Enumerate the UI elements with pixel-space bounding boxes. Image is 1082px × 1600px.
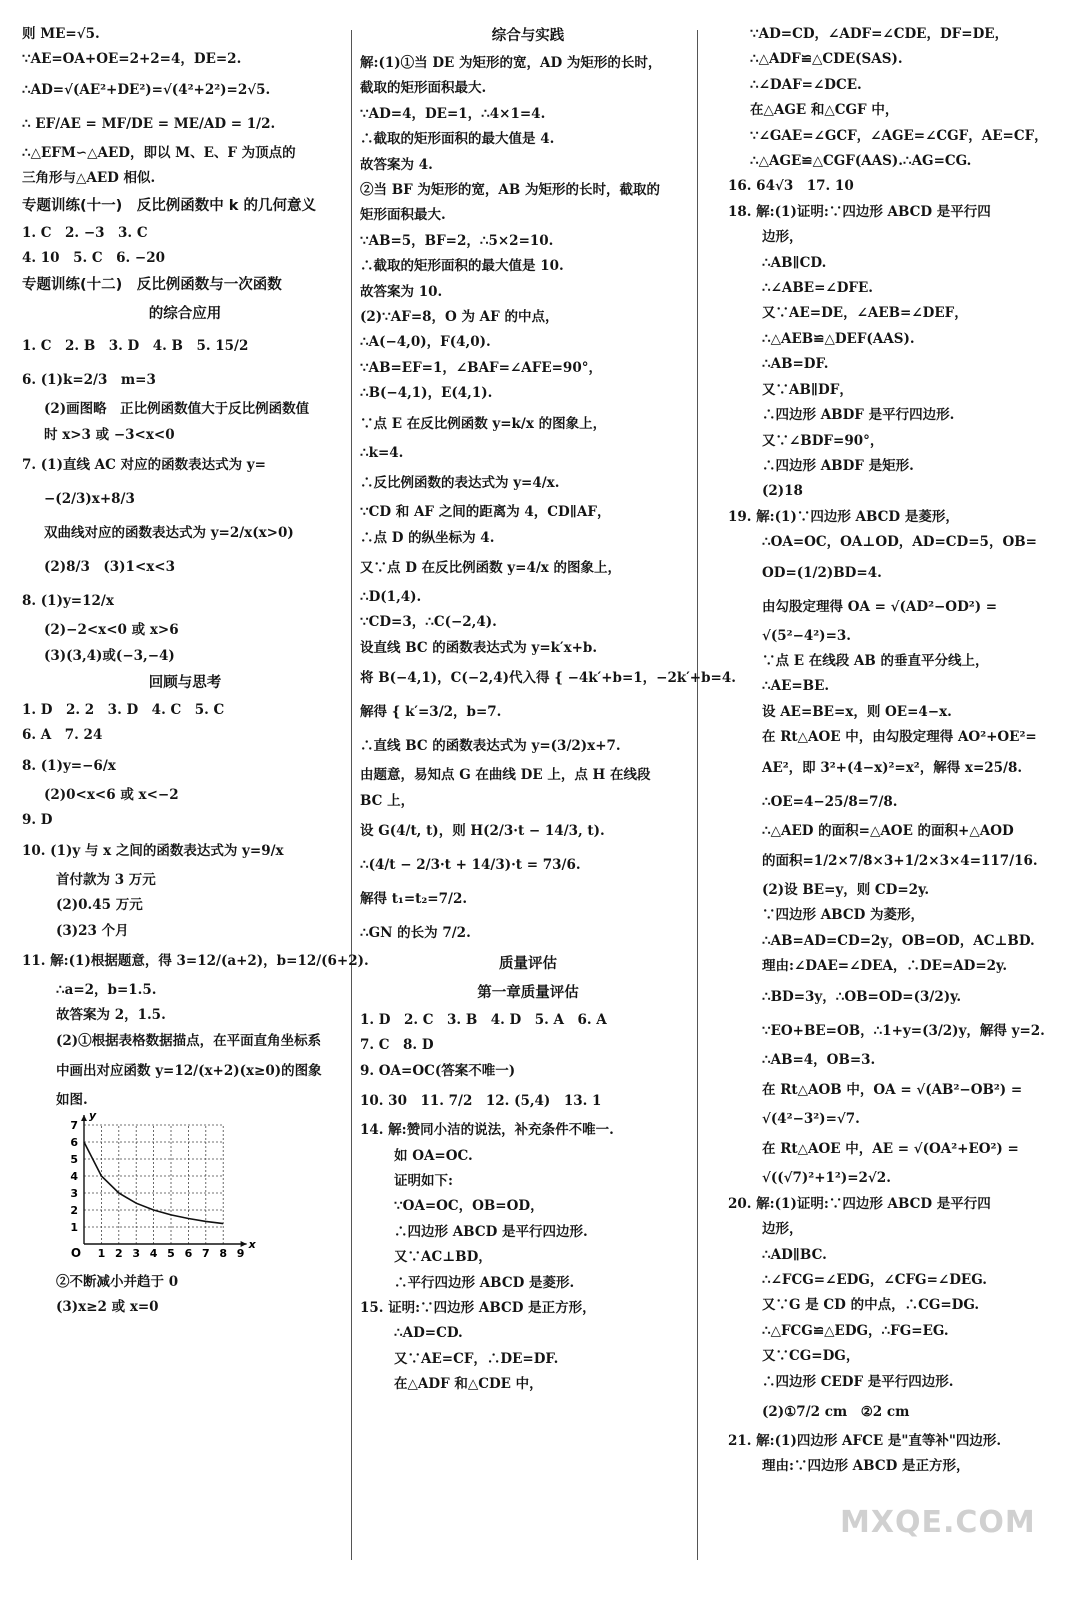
answer-line: √(4²−3²)=√7.	[762, 1111, 860, 1127]
answer-line: ∴AB=4，OB=3.	[762, 1051, 876, 1068]
answer-line: (3)x≥2 或 x=0	[56, 1298, 159, 1315]
column-divider	[697, 30, 698, 1560]
answer-line: ∵AE=OA+OE=2+2=4，DE=2.	[22, 51, 242, 68]
answer-line: BC 上，	[360, 792, 415, 809]
answer-line: 10. (1)y 与 x 之间的函数表达式为 y=9/x	[22, 842, 284, 859]
answer-line: ∴平行四边形 ABCD 是菱形.	[394, 1274, 575, 1291]
answer-line: (2)8/3 (3)1<x<3	[44, 559, 176, 576]
answer-line: ②当 BF 为矩形的宽，AB 为矩形的长时，截取的	[360, 182, 660, 199]
y-axis-label: y	[89, 1108, 97, 1122]
answer-line: 1. D 2. 2 3. D 4. C 5. C	[22, 702, 225, 719]
answer-line: ∴点 D 的纵坐标为 4.	[360, 529, 495, 546]
answer-line: ∴D(1,4).	[360, 588, 422, 605]
answer-line: ∴△AEB≌△DEF(AAS).	[762, 330, 915, 347]
answer-line: 故答案为 4.	[360, 156, 433, 173]
answer-line: ∴AB=DF.	[762, 356, 829, 373]
answer-line: √((√7)²+1²)=2√2.	[762, 1170, 891, 1187]
x-tick-label: 7	[201, 1246, 210, 1260]
answer-line: 则 ME=√5.	[22, 26, 100, 42]
answer-line: 故答案为 2，1.5.	[56, 1007, 166, 1024]
answer-line: 16. 64√3 17. 10	[728, 178, 854, 195]
answer-line: 在 Rt△AOE 中，由勾股定理得 AO²+OE²=	[762, 729, 1037, 746]
y-tick-label: 7	[70, 1118, 78, 1132]
answer-line: (3)(3,4)或(−3,−4)	[44, 647, 175, 664]
answer-line: 18. 解:(1)证明:∵四边形 ABCD 是平行四	[728, 203, 991, 220]
answer-line: ∵四边形 ABCD 为菱形，	[762, 907, 924, 924]
answer-line: ∴A(−4,0)，F(4,0).	[360, 334, 491, 351]
answer-line: 解得 { k′=3/2，b=7.	[360, 704, 502, 721]
answer-line: ∴截取的矩形面积的最大值是 10.	[360, 258, 564, 275]
answer-line: 理由:∠DAE=∠DEA，∴DE=AD=2y.	[762, 958, 1008, 975]
answer-line: 8. (1)y=12/x	[22, 593, 114, 610]
section-heading: 质量评估	[499, 955, 557, 972]
answer-line: (2)①根据表格数据描点，在平面直角坐标系	[56, 1032, 322, 1049]
answer-line: (2)18	[762, 483, 803, 500]
origin-label: O	[70, 1245, 82, 1260]
answer-line: ∵∠GAE=∠GCF，∠AGE=∠CGF，AE=CF，	[750, 127, 1048, 144]
answer-line: (3)23 个月	[56, 922, 129, 939]
answer-line: 由勾股定理得 OA = √(AD²−OD²) =	[762, 598, 998, 615]
answer-line: ∴AD∥BC.	[762, 1246, 827, 1263]
answer-line: 6. A 7. 24	[22, 727, 103, 744]
x-tick-label: 2	[114, 1246, 123, 1260]
x-tick-label: 6	[184, 1246, 193, 1260]
answer-line: 又∵点 D 在反比例函数 y=4/x 的图象上，	[360, 559, 622, 576]
answer-line: ∴△FCG≌△EDG，∴FG=EG.	[762, 1322, 949, 1339]
answer-line: 解得 t₁=t₂=7/2.	[360, 890, 468, 907]
x-tick-label: 1	[97, 1246, 106, 1260]
answer-line: 在 Rt△AOE 中，AE = √(OA²+EO²) =	[762, 1141, 1019, 1158]
answer-line: ∵OA=OC，OB=OD，	[394, 1198, 544, 1215]
answer-line: ∴四边形 ABDF 是矩形.	[762, 457, 914, 474]
answer-line: 11. 解:(1)根据题意，得 3=12/(a+2)，b=12/(6+2).	[22, 952, 369, 969]
answer-line: ∴AE=BE.	[762, 678, 830, 695]
section-heading: 专题训练(十二) 反比例函数与一次函数	[22, 277, 282, 294]
x-tick-label: 9	[236, 1246, 245, 1260]
x-axis-label: x	[248, 1237, 256, 1251]
answer-line: 10. 30 11. 7/2 12. (5,4) 13. 1	[360, 1093, 602, 1110]
column-left	[22, 22, 369, 1320]
answer-line: ∴∠FCG=∠EDG，∠CFG=∠DEG.	[762, 1272, 987, 1289]
answer-line: 边形，	[762, 229, 803, 246]
y-tick-label: 3	[70, 1186, 78, 1200]
answer-line: ∴AD=CD.	[394, 1325, 463, 1342]
answer-line: 15. 证明:∵四边形 ABCD 是正方形，	[360, 1300, 596, 1316]
answer-line: ∵EO+BE=OB，∴1+y=(3/2)y，解得 y=2.	[762, 1022, 1045, 1039]
answer-line: OD=(1/2)BD=4.	[762, 564, 882, 581]
answer-line: 的面积=1/2×7/8×3+1/2×3×4=117/16.	[762, 852, 1038, 869]
answer-line: ∴△AGE≌△CGF(AAS).∴AG=CG.	[750, 153, 972, 170]
answer-line: 1. C 2. B 3. D 4. B 5. 15/2	[22, 338, 249, 355]
answer-line: ∴∠DAF=∠DCE.	[750, 76, 862, 93]
y-tick-label: 6	[70, 1135, 78, 1149]
answer-line: 双曲线对应的函数表达式为 y=2/x(x>0)	[44, 525, 294, 542]
answer-line: 在△AGE 和△CGF 中，	[750, 102, 899, 119]
section-heading: 的综合应用	[148, 306, 222, 323]
x-tick-label: 8	[219, 1246, 228, 1260]
answer-line: ∴GN 的长为 7/2.	[360, 924, 471, 941]
answer-line: (2)①7/2 cm ②2 cm	[762, 1404, 910, 1421]
answer-line: ∵点 E 在反比例函数 y=k/x 的图象上，	[360, 415, 607, 432]
answer-line: 截取的矩形面积最大.	[360, 80, 487, 97]
answer-line: 6. (1)k=2/3 m=3	[22, 372, 156, 389]
answer-line: ∴△EFM∽△AED，即以 M、E、F 为顶点的	[22, 144, 296, 161]
answer-line: 证明如下:	[394, 1172, 453, 1189]
answer-line: ∴△AED 的面积=△AOE 的面积+△AOD	[762, 822, 1014, 839]
column-right	[728, 22, 1062, 1480]
answer-line: 9. OA=OC(答案不唯一)	[360, 1062, 516, 1079]
answer-line: 又∵G 是 CD 的中点，∴CG=DG.	[762, 1297, 980, 1314]
section-heading: 专题训练(十一) 反比例函数中 k 的几何意义	[22, 197, 316, 214]
function-graph	[62, 1108, 256, 1266]
answer-line: 如 OA=OC.	[394, 1147, 473, 1164]
answer-line: 将 B(−4,1)，C(−2,4)代入得 { −4k′+b=1，−2k′+b=4.	[360, 670, 736, 687]
y-tick-label: 4	[70, 1169, 78, 1183]
section-heading: 回顾与思考	[148, 675, 222, 692]
answer-line: (2)0<x<6 或 x<−2	[44, 786, 179, 803]
x-tick-label: 4	[149, 1246, 158, 1260]
answer-line: ∴OA=OC，OA⊥OD，AD=CD=5，OB=	[762, 534, 1037, 551]
answer-line: −(2/3)x+8/3	[44, 491, 135, 508]
answer-line: 又∵AB∥DF，	[762, 381, 853, 398]
answer-line: ∵AB=5，BF=2，∴5×2=10.	[360, 232, 554, 249]
answer-line: 解:(1)①当 DE 为矩形的宽，AD 为矩形的长时，	[360, 55, 662, 71]
answer-line: ∴AD=√(AE²+DE²)=√(4²+2²)=2√5.	[22, 81, 271, 98]
x-tick-label: 5	[167, 1246, 175, 1260]
answer-line: ∴反比例函数的表达式为 y=4/x.	[360, 475, 560, 492]
x-tick-label: 3	[132, 1246, 141, 1260]
answer-line: 矩形面积最大.	[360, 207, 446, 224]
section-heading: 综合与实践	[491, 28, 565, 44]
answer-line: ∴OE=4−25/8=7/8.	[762, 793, 898, 810]
answer-line: 7. (1)直线 AC 对应的函数表达式为 y=	[22, 457, 266, 474]
answer-line: 设 G(4/t, t)，则 H(2/3·t − 14/3, t).	[360, 822, 605, 839]
watermark: MXQE.COM	[840, 1505, 1036, 1540]
answer-line: ∵AD=4，DE=1，∴4×1=4.	[360, 105, 546, 122]
answer-line: 三角形与△AED 相似.	[22, 170, 156, 187]
answer-line: ∴四边形 ABCD 是平行四边形.	[394, 1223, 588, 1240]
answer-line: (2)∵AF=8，O 为 AF 的中点，	[360, 309, 559, 326]
answer-line: ∴B(−4,1)，E(4,1).	[360, 385, 493, 402]
answer-line: 设直线 BC 的函数表达式为 y=k′x+b.	[360, 639, 598, 656]
answer-line: ∵AB=EF=1，∠BAF=∠AFE=90°，	[360, 359, 602, 376]
answer-line: 又∵AC⊥BD，	[394, 1249, 492, 1266]
answer-line: ∴(4/t − 2/3·t + 14/3)·t = 73/6.	[360, 856, 581, 873]
answer-line: ∴四边形 ABDF 是平行四边形.	[762, 407, 955, 424]
answer-line: 19. 解:(1)∵四边形 ABCD 是菱形，	[728, 508, 959, 525]
answer-line: 理由:∵四边形 ABCD 是正方形，	[762, 1458, 970, 1475]
answer-line: 4. 10 5. C 6. −20	[22, 250, 166, 267]
answer-line: ∵CD=3，∴C(−2,4).	[360, 614, 497, 631]
section-heading: 第一章质量评估	[477, 984, 579, 1001]
answer-line: ∴k=4.	[360, 444, 404, 461]
answer-line: ∵AD=CD，∠ADF=∠CDE，DF=DE，	[750, 26, 1009, 42]
y-tick-label: 5	[70, 1152, 78, 1166]
answer-line: ∴AB=AD=CD=2y，OB=OD，AC⊥BD.	[762, 932, 1035, 949]
answer-line: ∴a=2，b=1.5.	[56, 981, 157, 998]
answer-line: 中画出对应函数 y=12/(x+2)(x≥0)的图象	[56, 1063, 322, 1080]
answer-line: 边形，	[762, 1221, 803, 1238]
answer-line: 又∵AE=DE，∠AEB=∠DEF，	[762, 305, 968, 322]
answer-line: 1. C 2. −3 3. C	[22, 224, 148, 241]
answer-line: 20. 解:(1)证明:∵四边形 ABCD 是平行四	[728, 1195, 991, 1212]
answer-line: (2)−2<x<0 或 x>6	[44, 622, 179, 639]
answer-line: 首付款为 3 万元	[56, 871, 156, 888]
answer-line: ∴AB∥CD.	[762, 254, 827, 271]
answer-line: 21. 解:(1)四边形 AFCE 是"直等补"四边形.	[728, 1433, 1002, 1450]
answer-line: ∴∠ABE=∠DFE.	[762, 280, 873, 297]
y-axis-arrow	[81, 1115, 87, 1121]
answer-line: ②不断减小并趋于 0	[56, 1273, 179, 1290]
answer-line: AE²，即 3²+(4−x)²=x²，解得 x=25/8.	[762, 759, 1023, 776]
answer-line: ∴△ADF≌△CDE(SAS).	[750, 51, 903, 68]
answer-line: ∴直线 BC 的函数表达式为 y=(3/2)x+7.	[360, 738, 621, 755]
column-middle	[360, 22, 736, 1398]
answer-line: (2)0.45 万元	[56, 897, 143, 914]
answer-line: 9. D	[22, 812, 53, 829]
answer-line: 如图.	[56, 1092, 88, 1109]
answer-line: ∵点 E 在线段 AB 的垂直平分线上，	[762, 652, 989, 669]
answer-line: 由题意，易知点 G 在曲线 DE 上，点 H 在线段	[360, 767, 651, 784]
answer-line: ∴截取的矩形面积的最大值是 4.	[360, 131, 555, 148]
answer-line: 故答案为 10.	[360, 283, 443, 300]
answer-line: 在 Rt△AOB 中，OA = √(AB²−OB²) =	[762, 1082, 1023, 1098]
answer-line: ∴BD=3y，∴OB=OD=(3/2)y.	[762, 988, 962, 1005]
answer-line: 时 x>3 或 −3<x<0	[44, 426, 175, 443]
y-tick-label: 1	[70, 1220, 78, 1234]
answer-line: 设 AE=BE=x，则 OE=4−x.	[762, 703, 952, 720]
answer-line: 8. (1)y=−6/x	[22, 757, 116, 774]
answer-line: 14. 解:赞同小洁的说法，补充条件不唯一.	[360, 1122, 614, 1139]
answer-line: (2)设 BE=y，则 CD=2y.	[762, 881, 930, 898]
answer-line: 1. D 2. C 3. B 4. D 5. A 6. A	[360, 1011, 607, 1028]
y-tick-label: 2	[70, 1203, 78, 1217]
answer-line: (2)画图略 正比例函数值大于反比例函数值	[44, 401, 310, 418]
answer-line: ∴四边形 CEDF 是平行四边形.	[762, 1373, 954, 1390]
column-divider	[351, 30, 352, 1560]
answer-line: 在△ADF 和△CDE 中，	[394, 1376, 543, 1393]
answer-line: 又∵AE=CF，∴DE=DF.	[394, 1350, 559, 1367]
answer-line: √(5²−4²)=3.	[762, 627, 851, 644]
answer-line: ∵CD 和 AF 之间的距离为 4，CD∥AF，	[360, 504, 611, 521]
answer-line: 又∵∠BDF=90°，	[762, 432, 884, 449]
answer-line: 又∵CG=DG，	[762, 1348, 860, 1365]
answer-line: 7. C 8. D	[360, 1037, 434, 1054]
answer-line: ∴ EF/AE = MF/DE = ME/AD = 1/2.	[22, 115, 276, 132]
